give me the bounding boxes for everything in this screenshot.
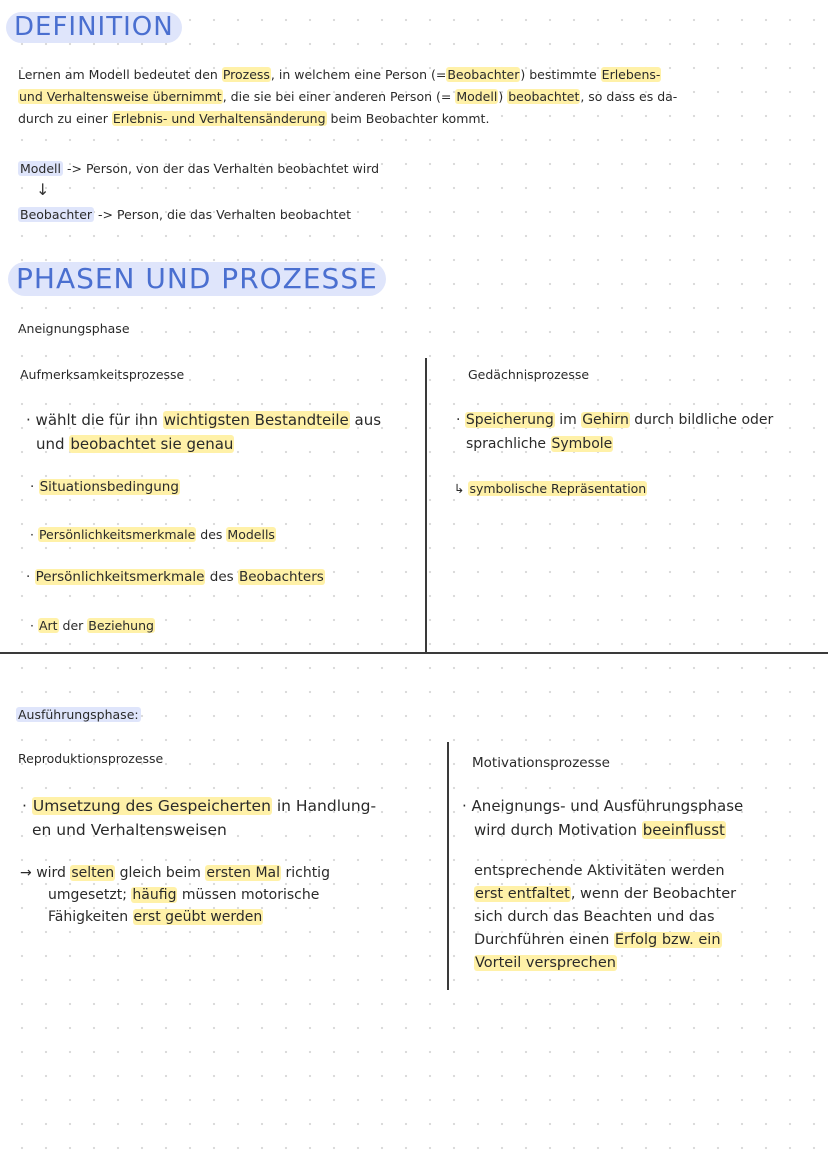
text: , wenn der Beobachter xyxy=(570,886,737,902)
text: der xyxy=(58,618,88,633)
highlight: Art xyxy=(38,618,58,633)
highlight: Erlebnis- und Verhaltensänderung xyxy=(112,111,326,126)
highlight: Situationsbedingung xyxy=(39,479,179,495)
list-item: · wählt die für ihn wichtigsten Bestandteile aus und beobachtet sie genau xyxy=(26,411,382,453)
list-item: · Speicherung im Gehirn durch bildliche oder sprachliche Symbole xyxy=(456,412,774,452)
definition-heading: DEFINITION xyxy=(6,12,182,43)
definition-line-2 xyxy=(18,86,818,108)
beobachter-text: Person, die das Verhalten beobachtet xyxy=(117,207,351,222)
list-item: · Situationsbedingung xyxy=(30,479,179,495)
highlight: beobachtet sie genau xyxy=(70,435,234,453)
text: beim Beobachter kommt. xyxy=(326,111,490,126)
gedaechnisprozesse-title: Gedächnisprozesse xyxy=(468,367,590,382)
text: Durchführen einen xyxy=(474,932,614,948)
list-item: · Aneignungs- und Ausführungsphase wird durch Motivation beeinflusst xyxy=(462,797,744,839)
list-item: · Persönlichkeitsmerkmale des Modells xyxy=(30,527,275,542)
text: en und Verhaltensweisen xyxy=(32,821,227,839)
right-arrow-icon: → xyxy=(20,865,32,881)
highlight: ersten Mal xyxy=(206,865,281,881)
aneignungsphase-title: Aneignungsphase xyxy=(18,321,130,336)
highlight: wichtigsten Bestandteile xyxy=(163,411,349,429)
highlight: Beobachters xyxy=(238,569,324,585)
text: umgesetzt; xyxy=(48,887,132,903)
ausfuehrungsphase-title xyxy=(16,704,141,726)
text: Lernen am Modell bedeutet den xyxy=(18,67,222,82)
text: durch zu einer xyxy=(18,111,112,126)
highlight: Prozess xyxy=(222,67,270,82)
list-item: · Persönlichkeitsmerkmale des Beobachters xyxy=(26,569,324,585)
text: wird durch Motivation xyxy=(474,821,642,839)
motivationsprozesse-title: Motivationsprozesse xyxy=(472,755,610,771)
highlight: Modells xyxy=(227,527,275,542)
highlight: Erlebens- xyxy=(601,67,661,82)
text: Ausführungsphase: xyxy=(18,707,139,722)
text: richtig xyxy=(281,865,330,881)
highlight: beobachtet xyxy=(508,89,580,104)
highlight: Speicherung xyxy=(465,412,554,428)
highlight: Persönlichkeitsmerkmale xyxy=(35,569,205,585)
highlight: Persönlichkeitsmerkmale xyxy=(38,527,196,542)
highlight: Symbole xyxy=(551,436,613,452)
highlight: selten xyxy=(71,865,115,881)
text: und xyxy=(36,435,70,453)
text: wählt die für ihn xyxy=(35,411,163,429)
modell-term: Modell xyxy=(20,161,62,176)
modell-text: Person, von der das Verhalten beobachtet wird xyxy=(85,161,380,176)
definition-paragraph xyxy=(18,64,818,130)
definition-line-1 xyxy=(18,64,818,86)
modell-definition xyxy=(18,158,379,180)
highlight: symbolische Repräsentation xyxy=(469,481,647,496)
beobachter-definition xyxy=(18,204,351,226)
highlight: Gehirn xyxy=(582,412,629,428)
text: ) xyxy=(498,89,508,104)
highlight: Beobachter xyxy=(447,67,520,82)
text: , die sie bei einer anderen Person (= xyxy=(222,89,456,104)
highlight: erst entfaltet xyxy=(475,886,570,902)
text: im xyxy=(554,412,582,428)
text: gleich beim xyxy=(115,865,206,881)
section-divider xyxy=(0,652,828,654)
list-item xyxy=(474,860,824,975)
text: des xyxy=(196,527,227,542)
text: , in welchem eine Person (= xyxy=(270,67,447,82)
beobachter-term: Beobachter xyxy=(20,207,93,222)
text: wird xyxy=(36,865,71,881)
text: in Handlung- xyxy=(271,797,377,815)
list-item: · Art der Beziehung xyxy=(30,618,154,633)
text: Fähigkeiten xyxy=(48,909,133,925)
text: sprachliche xyxy=(466,436,551,452)
text: aus xyxy=(349,411,382,429)
list-item xyxy=(454,478,647,500)
highlight: beeinflusst xyxy=(642,821,725,839)
column-divider xyxy=(425,358,427,652)
highlight: erst geübt werden xyxy=(133,909,263,925)
highlight: häufig xyxy=(132,887,177,903)
list-item xyxy=(20,862,445,928)
reproduktionsprozesse-title: Reproduktionsprozesse xyxy=(18,751,164,766)
definition-line-3 xyxy=(18,108,818,130)
text: , so dass es da- xyxy=(580,89,678,104)
text: sich durch das Beachten und das xyxy=(474,909,715,925)
highlight: Vorteil versprechen xyxy=(475,955,616,971)
turn-arrow-icon: ↳ xyxy=(454,481,465,496)
text: des xyxy=(205,569,238,585)
text: durch bildliche oder xyxy=(629,412,774,428)
phasen-heading: PHASEN UND PROZESSE xyxy=(8,262,386,296)
highlight: und Verhaltensweise übernimmt xyxy=(19,89,222,104)
right-arrow-icon: -> xyxy=(98,207,114,222)
highlight: Erfolg bzw. ein xyxy=(614,932,721,948)
column-divider xyxy=(447,742,449,990)
text: müssen motorische xyxy=(177,887,320,903)
list-item: · Umsetzung des Gespeicherten in Handlung- en und Verhaltensweisen xyxy=(22,797,377,839)
highlight: Modell xyxy=(456,89,498,104)
text: Aneignungs- und Ausführungsphase xyxy=(471,797,744,815)
text: entsprechende Aktivitäten werden xyxy=(474,863,725,879)
right-arrow-icon: -> xyxy=(67,161,82,176)
highlight: Umsetzung des Gespeicherten xyxy=(32,797,271,815)
aufmerksamkeitsprozesse-title: Aufmerksamkeitsprozesse xyxy=(20,367,185,382)
down-arrow-icon: ↓ xyxy=(36,180,50,199)
text: ) bestimmte xyxy=(520,67,601,82)
highlight: Beziehung xyxy=(88,618,154,633)
